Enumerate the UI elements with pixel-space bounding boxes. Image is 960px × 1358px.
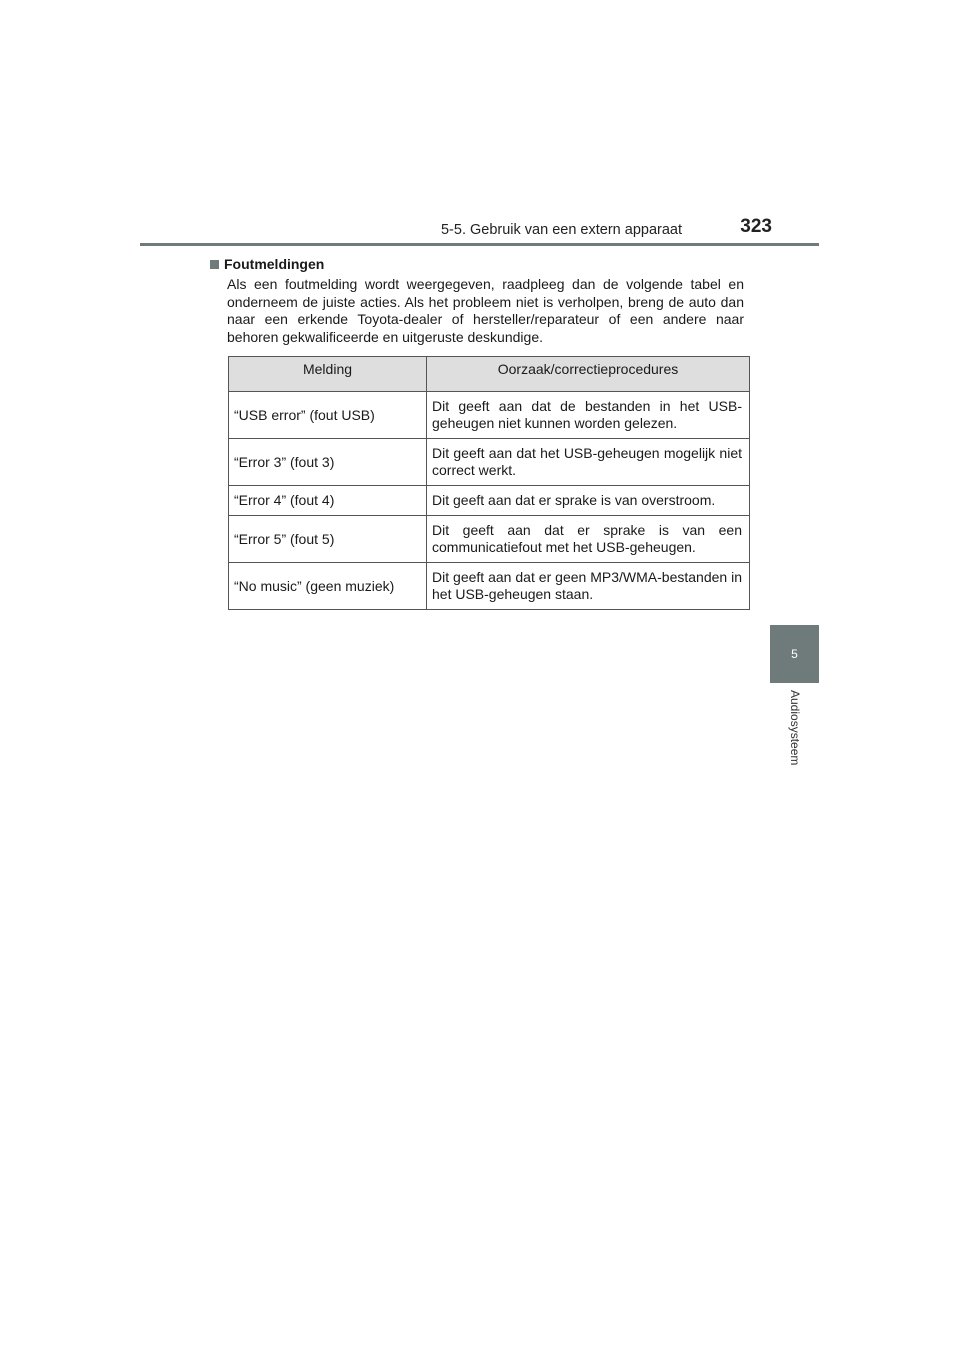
intro-paragraph: Als een foutmelding wordt weergegeven, raadpleeg dan de volgende tabel en onderneem de juiste acties. Als het probleem niet is verholpen, breng de auto dan naar een erkende Toyota-dealer of hersteller/reparateur of een andere naar behoren gekwalificeerde en uitgeruste deskundige.: [227, 276, 744, 345]
table-row: [229, 516, 750, 563]
page-number: 323: [740, 216, 772, 237]
cause-cell: Dit geeft aan dat er geen MP3/WMA-bestanden in het USB-geheugen staan.: [427, 563, 750, 610]
table-row: [229, 563, 750, 610]
chapter-label: Audiosysteem: [788, 690, 802, 766]
subheading: [210, 256, 750, 272]
page-header: [140, 214, 818, 244]
message-cell: “USB error” (fout USB): [229, 392, 427, 439]
message-cell: “Error 5” (fout 5): [229, 516, 427, 563]
cause-cell: Dit geeft aan dat er sprake is van overstroom.: [427, 486, 750, 516]
cause-cell: Dit geeft aan dat de bestanden in het USB-geheugen niet kunnen worden gelezen.: [427, 392, 750, 439]
chapter-label-container: [770, 690, 819, 790]
section-title: 5-5. Gebruik van een extern apparaat: [440, 222, 682, 238]
table-header-row: [229, 357, 750, 392]
chapter-tab: [770, 625, 819, 683]
cause-cell: Dit geeft aan dat er sprake is van een communicatiefout met het USB-geheugen.: [427, 516, 750, 563]
subheading-text: Foutmeldingen: [224, 256, 325, 272]
table-row: [229, 392, 750, 439]
message-cell: “Error 4” (fout 4): [229, 486, 427, 516]
table-row: [229, 486, 750, 516]
cause-cell: Dit geeft aan dat het USB-geheugen mogelijk niet correct werkt.: [427, 439, 750, 486]
square-bullet-icon: [210, 260, 219, 269]
content-section: [210, 256, 750, 346]
message-cell: “Error 3” (fout 3): [229, 439, 427, 486]
message-cell: “No music” (geen muziek): [229, 563, 427, 610]
chapter-number: 5: [791, 647, 798, 661]
header-rule: [140, 243, 819, 246]
header-cause: Oorzaak/correctieprocedures: [427, 357, 750, 392]
table-row: [229, 439, 750, 486]
error-message-table: [228, 356, 750, 610]
header-message: Melding: [229, 357, 427, 392]
